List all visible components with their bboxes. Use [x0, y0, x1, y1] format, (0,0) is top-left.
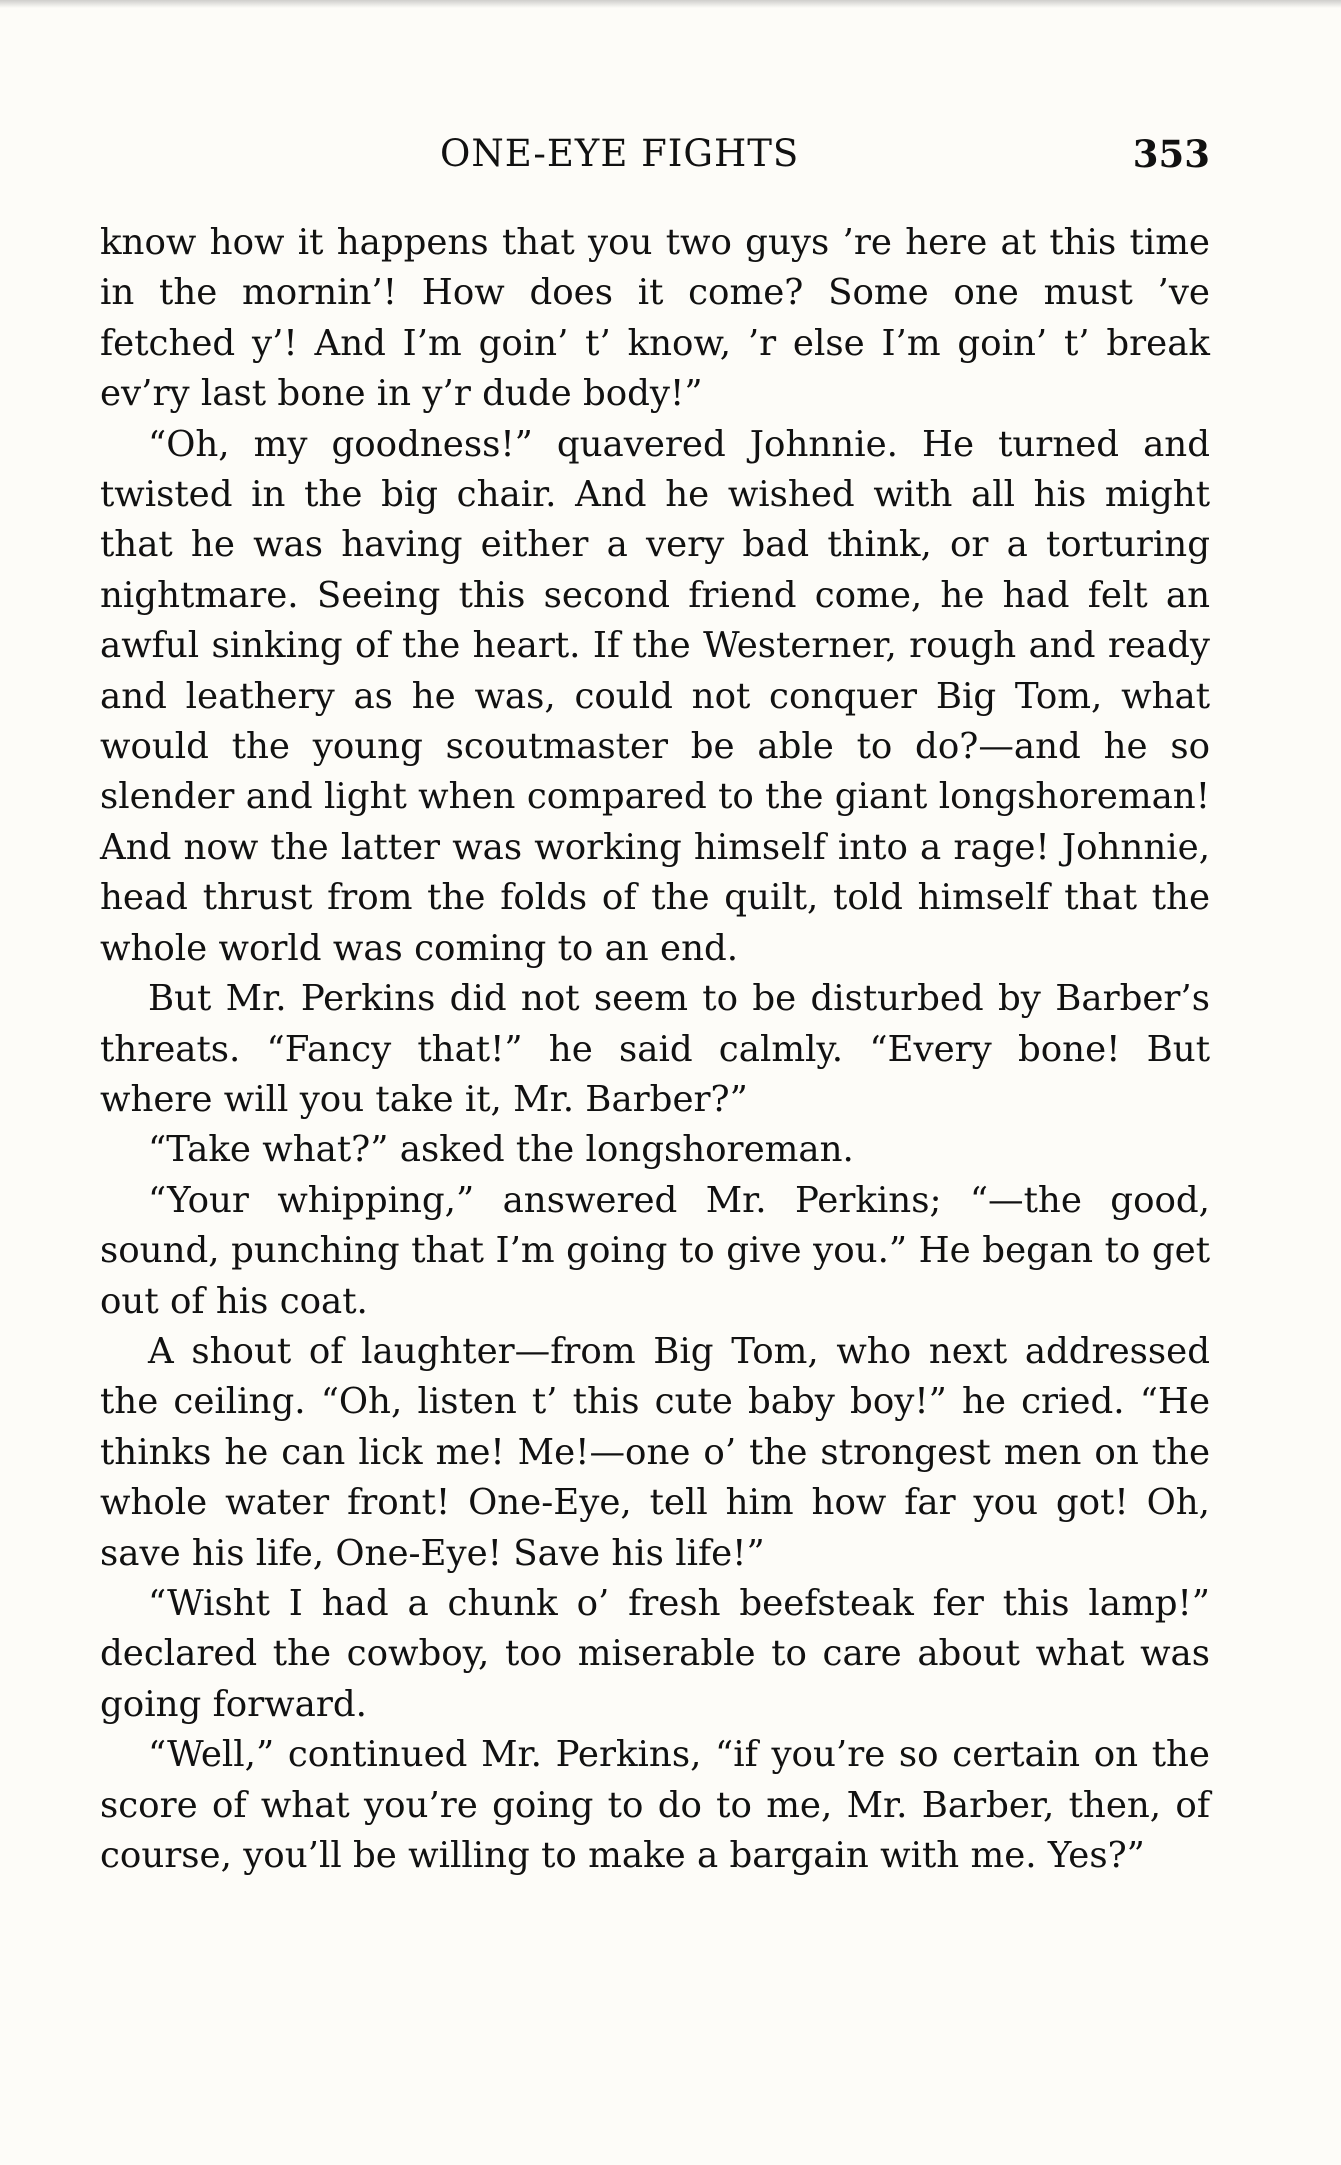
scan-edge-shadow [0, 0, 1341, 8]
paragraph-4: “Take what?” asked the longshoreman. [148, 1129, 854, 1171]
paragraph-1: know how it happens that you two guys ’re here at this time in the mornin’! How does it come? Some one must ’ve fetched y’! And I’m goin’ t’ know, ’r else I’m goin’ t’ break ev’ry last bone in y’r dude body!” [100, 222, 1210, 415]
page-header [100, 132, 1210, 192]
paragraph-8: “Well,” continued Mr. Perkins, “if you’re so certain on the score of what you’re going to do to me, Mr. Barber, then, of course, you’ll be willing to make a bargain with me. Yes?” [100, 1734, 1210, 1876]
page-number: 353 [1132, 132, 1210, 176]
body-text [100, 218, 1210, 1881]
paragraph-5: “Your whipping,” answered Mr. Perkins; “—the good, sound, punching that I’m going to give you.” He began to get out of his coat. [100, 1179, 1210, 1322]
running-title: ONE-EYE FIGHTS [440, 132, 800, 175]
paragraph-3: But Mr. Perkins did not seem to be disturbed by Barber’s threats. “Fancy that!” he said calmly. “Every bone! But where will you take it, Mr. Barber?” [100, 978, 1210, 1120]
paragraph-7: “Wisht I had a chunk o’ fresh beefsteak fer this lamp!” declared the cowboy, too miserable to care about what was going forward. [100, 1582, 1210, 1725]
paragraph-6: A shout of laughter—from Big Tom, who next addressed the ceiling. “Oh, listen t’ this cute baby boy!” he cried. “He thinks he can lick me! Me!—one o’ the strongest men on the whole water front! One-Eye, tell him how far you got! Oh, save his life, One-Eye! Save his life!” [100, 1330, 1210, 1574]
paragraph-2: “Oh, my goodness!” quavered Johnnie. He turned and twisted in the big chair. And he wished with all his might that he was having either a very bad think, or a torturing nightmare. Seeing this second friend come, he had felt an awful sinking of the heart. If the Westerner, rough and ready and leathery as he was, could not conquer Big Tom, what would the young scoutmaster be able to do?—and he so slender and light when compared to the giant longshoreman! And now the latter was working himself into a rage! Johnnie, head thrust from the folds of the quilt, told himself that the whole world was coming to an end. [100, 423, 1210, 969]
